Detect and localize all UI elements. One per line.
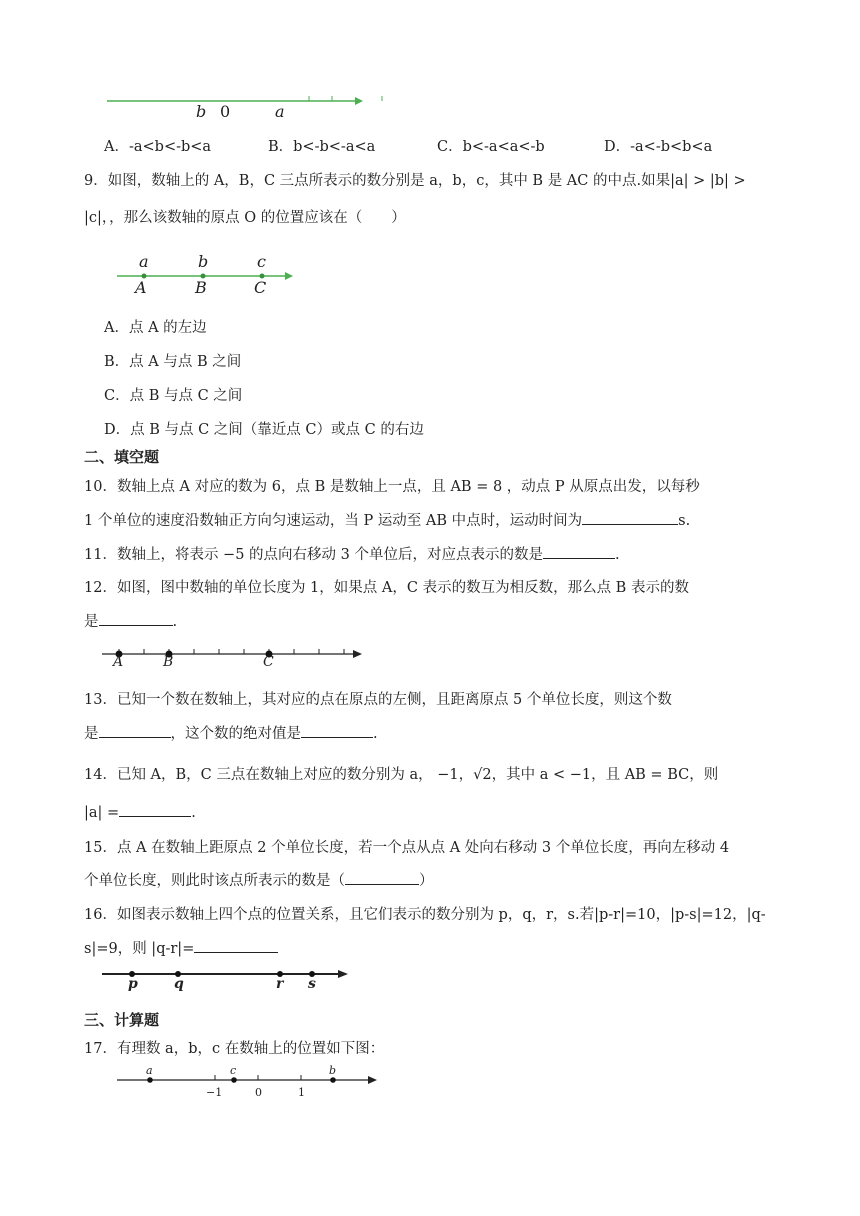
- q16-text: s|=9，则 |q-r|=: [84, 941, 195, 957]
- q14-answer-blank[interactable]: [119, 802, 191, 817]
- q13-text-b: ，这个数的绝对值是: [170, 726, 301, 742]
- q8-label-a: a: [275, 102, 285, 121]
- q8-option-a: A．-a<b<-b<a: [104, 139, 212, 155]
- q11-end: .: [615, 547, 620, 563]
- q10-text: 1 个单位的速度沿数轴正方向匀速运动，当 P 运动至 AB 中点时，运动时间为: [84, 513, 583, 529]
- q17-stem: 17．有理数 a，b，c 在数轴上的位置如下图：: [84, 1041, 385, 1057]
- q10-answer-blank[interactable]: [582, 510, 678, 525]
- section-title-fill-in: 二、填空题: [84, 448, 160, 466]
- q8-label-0: 0: [220, 102, 231, 121]
- q13-stem-line1: 13．已知一个数在数轴上，其对应的点在原点的左侧，且距离原点 5 个单位长度，则这个数: [84, 692, 672, 708]
- q11-text: 11．数轴上，将表示 −5 的点向右移动 3 个单位后，对应点表示的数是: [84, 547, 543, 563]
- q12-label-b: B: [163, 654, 174, 670]
- q17-tick-label-1: 1: [298, 1086, 305, 1099]
- q8-option-d: D．-a<-b<b<a: [604, 139, 713, 155]
- q17-top-label-a: a: [146, 1064, 153, 1077]
- q11-stem: [84, 543, 620, 564]
- q10-stem-line1: 10．数轴上点 A 对应的数为 6，点 B 是数轴上一点，且 AB = 8 ，动点 P 从原点出发，以每秒: [84, 479, 700, 495]
- q15-text: 个单位长度，则此时该点所表示的数是（: [84, 873, 345, 889]
- q12-number-line: [100, 646, 365, 666]
- q10-stem-line2: [84, 509, 690, 530]
- q8-option-b: B．b<-b<-a<a: [268, 139, 376, 155]
- q15-stem-line1: 15．点 A 在数轴上距原点 2 个单位长度，若一个点从点 A 处向右移动 3 个单位长度，再向左移动 4: [84, 840, 730, 856]
- q13-end: .: [373, 726, 378, 742]
- q14-stem-line1: 14．已知 A，B，C 三点在数轴上对应的数分别为 a， −1，√2，其中 a < −1，且 AB = BC，则: [84, 767, 719, 783]
- q17-point-c: [231, 1077, 237, 1083]
- q11-answer-blank[interactable]: [543, 544, 615, 559]
- q17-tick-label-neg1: −1: [206, 1086, 223, 1099]
- q9-top-label-c: c: [257, 252, 266, 271]
- q9-top-label-b: b: [198, 252, 209, 271]
- q14-text: |a| =: [84, 805, 120, 821]
- q14-end: .: [191, 805, 196, 821]
- q9-top-label-a: a: [139, 252, 149, 271]
- q14-stem-line2: [84, 802, 196, 821]
- q17-point-a: [147, 1077, 153, 1083]
- q9-option-d: D．点 B 与点 C 之间（靠近点 C）或点 C 的右边: [104, 422, 424, 438]
- q8-option-c: C．b<-a<a<-b: [437, 139, 545, 155]
- q16-label-r: r: [276, 976, 284, 992]
- q9-option-c: C．点 B 与点 C 之间: [104, 388, 243, 404]
- q9-stem-line2: |c|，，那么该数轴的原点 O 的位置应该在（ ）: [84, 210, 406, 226]
- q16-stem-line1: 16．如图表示数轴上四个点的位置关系，且它们表示的数分别为 p，q，r，s.若|p-r|=10，|p-s|=12，|q-: [84, 907, 766, 923]
- q13-answer-blank-1[interactable]: [99, 723, 171, 738]
- q12-label-c: C: [263, 654, 274, 670]
- q10-unit: s.: [678, 513, 691, 529]
- q12-stem-line1: 12．如图，图中数轴的单位长度为 1，如果点 A，C 表示的数互为相反数，那么点 B 表示的数: [84, 580, 689, 596]
- q9-bottom-label-a: A: [135, 278, 147, 297]
- q12-label-a: A: [113, 654, 124, 670]
- q17-top-label-c: c: [230, 1064, 237, 1077]
- q9-stem-line1: 9．如图，数轴上的 A，B，C 三点所表示的数分别是 a，b，c，其中 B 是 AC 的中点.如果|a| > |b| >: [84, 173, 746, 189]
- q16-label-s: s: [308, 976, 316, 992]
- q15-answer-blank[interactable]: [345, 870, 419, 885]
- q12-stem-line2: [84, 610, 177, 631]
- q15-stem-line2: [84, 869, 434, 890]
- q16-label-q: q: [174, 976, 184, 992]
- q8-number-line: [105, 92, 365, 122]
- q13-answer-blank-2[interactable]: [301, 723, 373, 738]
- q15-end: ）: [419, 873, 434, 889]
- q12-text: 是: [84, 614, 99, 630]
- q17-number-line: [115, 1074, 380, 1090]
- q13-stem-line2: [84, 722, 378, 743]
- q12-end: .: [172, 614, 178, 630]
- q16-label-p: p: [128, 976, 138, 992]
- q16-stem-line2: [84, 937, 278, 958]
- q8-label-b: b: [196, 102, 207, 121]
- q9-option-a: A．点 A 的左边: [104, 320, 207, 336]
- q17-point-b: [330, 1077, 336, 1083]
- q9-bottom-label-c: C: [254, 278, 267, 297]
- q17-tick-label-0: 0: [255, 1086, 262, 1099]
- q16-answer-blank[interactable]: [194, 938, 278, 953]
- section-title-calculation: 三、计算题: [84, 1011, 160, 1029]
- q12-answer-blank[interactable]: [99, 611, 173, 626]
- q13-text-a: 是: [84, 726, 99, 742]
- q9-option-b: B．点 A 与点 B 之间: [104, 354, 242, 370]
- q17-top-label-b: b: [329, 1064, 337, 1077]
- q9-bottom-label-b: B: [195, 278, 207, 297]
